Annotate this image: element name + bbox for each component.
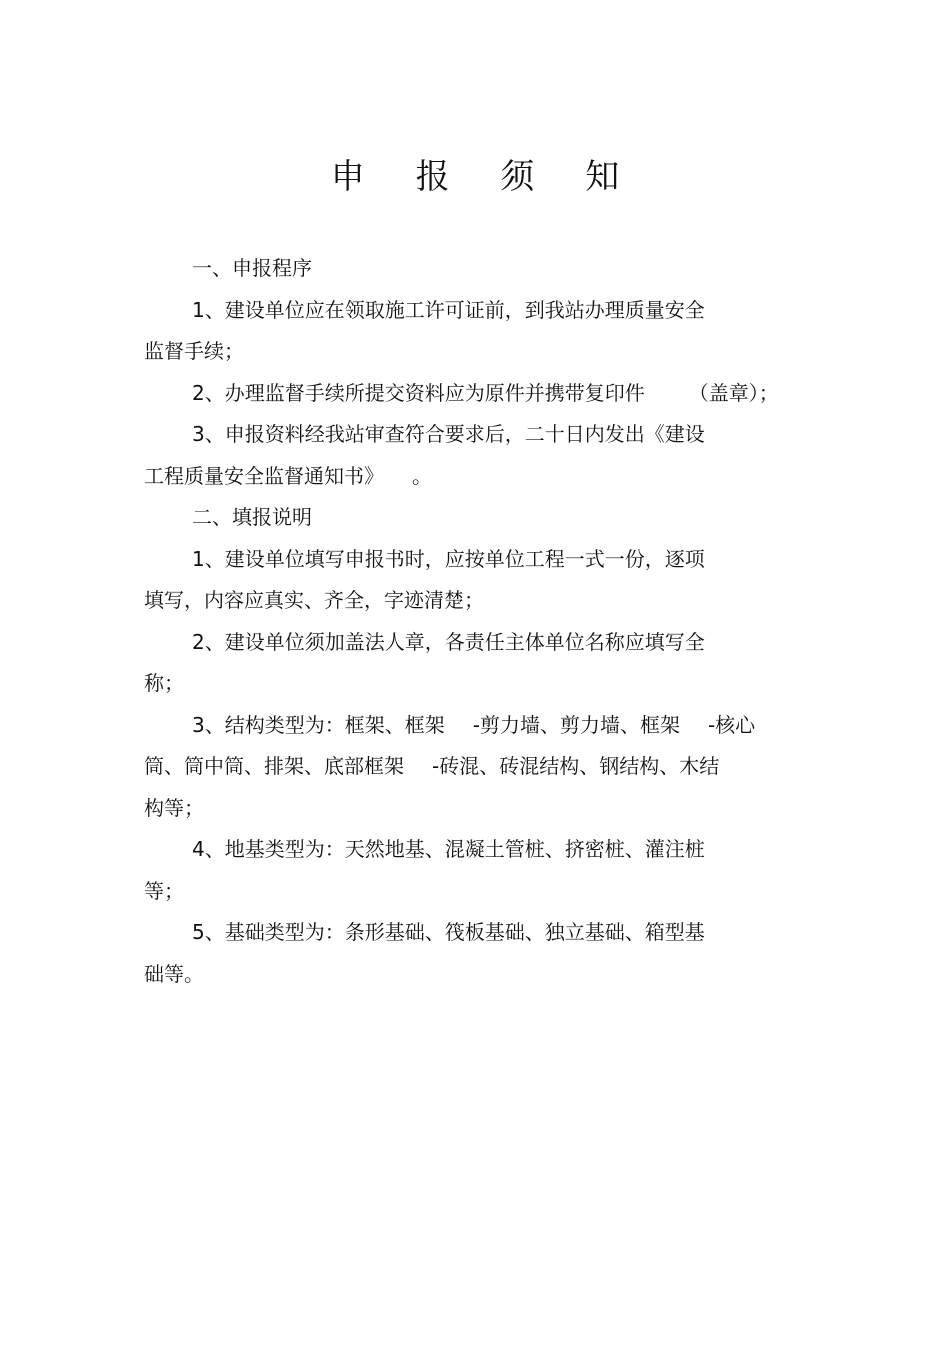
instruction-item-1-line1: 1、建设单位填写申报书时，应按单位工程一式一份，逐项 <box>192 546 705 571</box>
procedure-item-2 <box>144 373 824 415</box>
instruction-item-3-part-e: -砖混、砖混结构、钢结构、木结 <box>432 754 720 778</box>
procedure-item-1-line2: 监督手续； <box>144 339 244 363</box>
section-heading-procedure: 一、申报程序 <box>192 256 312 280</box>
procedure-item-2-text: 2、办理监督手续所提交资料应为原件并携带复印件 <box>192 380 645 405</box>
instruction-item-3-line3: 构等； <box>144 795 204 820</box>
procedure-item-3 <box>144 414 824 497</box>
period-mark: 。 <box>412 463 432 488</box>
document-body <box>144 248 824 995</box>
instruction-item-2 <box>144 622 824 705</box>
instruction-item-5-line2: 础等。 <box>144 961 204 986</box>
instruction-item-4-line2: 等； <box>144 878 184 903</box>
instruction-item-4-line1: 4、地基类型为：天然地基、混凝土管桩、挤密桩、灌注桩 <box>192 837 705 861</box>
notice-book-name: 工程质量安全监督通知书》 <box>144 463 384 488</box>
instruction-item-2-line1: 2、建设单位须加盖法人章，各责任主体单位名称应填写全 <box>192 629 705 654</box>
procedure-item-2-stamp-note: （盖章）； <box>688 380 779 405</box>
instruction-item-5 <box>144 912 824 995</box>
procedure-item-1-line1: 1、建设单位应在领取施工许可证前，到我站办理质量安全 <box>192 297 705 322</box>
instruction-item-3 <box>144 705 824 830</box>
instruction-item-3-part-c: -核心 <box>707 712 756 737</box>
instruction-item-3-part-b: -剪力墙、剪力墙、框架 <box>472 712 680 737</box>
instruction-item-4 <box>144 829 824 912</box>
instruction-item-5-line1: 5、基础类型为：条形基础、筏板基础、独立基础、箱型基 <box>192 920 705 944</box>
instruction-item-1-line2: 填写，内容应真实、齐全，字迹清楚； <box>144 588 484 612</box>
section-heading-instructions: 二、填报说明 <box>192 505 312 529</box>
instruction-item-3-line2 <box>144 746 824 788</box>
instruction-item-1 <box>144 539 824 622</box>
procedure-item-3-line2 <box>144 456 824 498</box>
instruction-item-2-line2: 称； <box>144 671 184 695</box>
instruction-item-3-part-d: 筒、筒中筒、排架、底部框架 <box>144 754 404 778</box>
document-title: 申 报 须 知 <box>330 157 640 197</box>
instruction-item-3-part-a: 3、结构类型为：框架、框架 <box>192 712 445 737</box>
procedure-item-1 <box>144 290 824 373</box>
procedure-item-3-line1: 3、申报资料经我站审查符合要求后，二十日内发出《建设 <box>192 422 705 446</box>
